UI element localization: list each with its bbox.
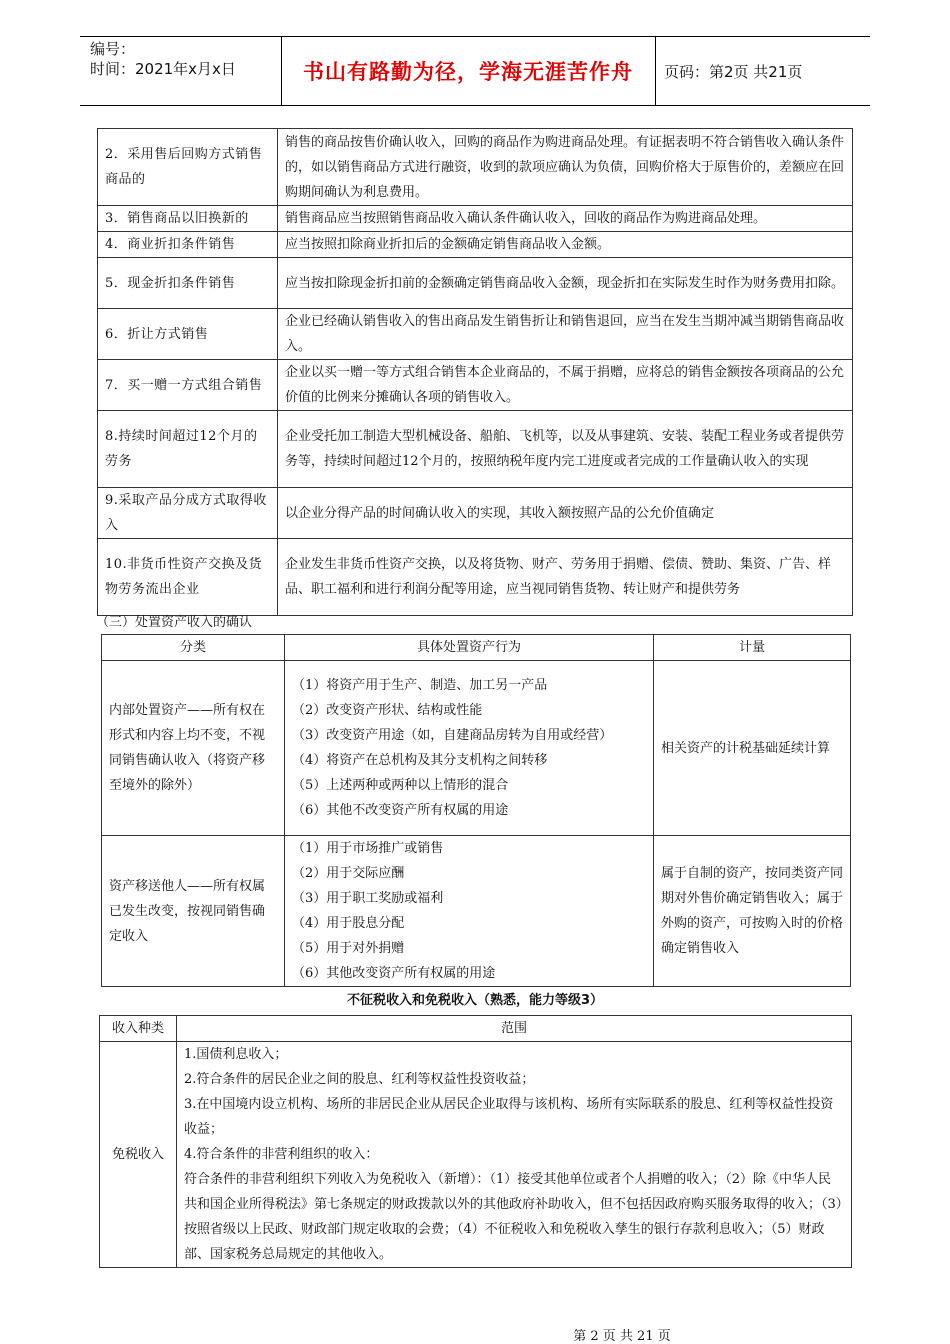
table-row — [100, 1042, 852, 1268]
actions-cell — [285, 836, 654, 987]
row-label: 6．折让方式销售 — [98, 309, 278, 360]
row-desc: 企业已经确认销售收入的售出商品发生销售折让和销售退回，应当在发生当期冲减当期销售商品收入。 — [278, 309, 853, 360]
section-title: （三）处置资产收入的确认 — [96, 615, 253, 630]
table-row — [98, 309, 853, 360]
page-indicator: 页码：第2页 共21页 — [664, 63, 803, 81]
table-row — [98, 232, 853, 258]
row-desc: 企业受托加工制造大型机械设备、船舶、飞机等，以及从事建筑、安装、装配工程业务或者提供劳务等，持续时间超过12个月的，按照纳税年度内完工进度或者完成的工作量确认收入的实现 — [278, 411, 853, 488]
row-desc: 应当按扣除现金折扣前的金额确定销售商品收入金额，现金折扣在实际发生时作为财务费用扣除。 — [278, 258, 853, 309]
row-desc: 应当按照扣除商业折扣后的金额确定销售商品收入金额。 — [278, 232, 853, 258]
scope-item: 1.国债利息收入； — [184, 1047, 288, 1062]
row-label: 8.持续时间超过12个月的劳务 — [98, 411, 278, 488]
action-item: （6）其他改变资产所有权属的用途 — [292, 966, 496, 981]
action-item: （5）用于对外捐赠 — [292, 941, 405, 956]
column-header: 具体处置资产行为 — [285, 635, 654, 661]
table-row — [98, 129, 853, 206]
action-item: （2）用于交际应酬 — [292, 866, 405, 881]
row-desc: 销售商品应当按照销售商品收入确认条件确认收入，回收的商品作为购进商品处理。 — [278, 206, 853, 232]
asset-disposal-table — [101, 634, 851, 987]
row-label: 5．现金折扣条件销售 — [98, 258, 278, 309]
row-desc: 企业发生非货币性资产交换，以及将货物、财产、劳务用于捐赠、偿债、赞助、集资、广告、样品、职工福利和进行利润分配等用途，应当视同销售货物、转让财产和提供劳务 — [278, 539, 853, 616]
row-label: 4．商业折扣条件销售 — [98, 232, 278, 258]
row-desc: 企业以买一赠一等方式组合销售本企业商品的，不属于捐赠，应将总的销售金额按各项商品的公允价值的比例来分摊确认各项的销售收入。 — [278, 360, 853, 411]
action-item: （3）用于职工奖励或福利 — [292, 891, 444, 906]
row-label: 3．销售商品以旧换新的 — [98, 206, 278, 232]
action-item: （4）将资产在总机构及其分支机构之间转移 — [292, 753, 548, 768]
sales-recognition-table — [97, 128, 853, 616]
table-header-row — [100, 1016, 852, 1042]
table-row — [98, 360, 853, 411]
row-desc: 销售的商品按售价确认收入，回购的商品作为购进商品处理。有证据表明不符合销售收入确认条件的，如以销售商品方式进行融资，收到的款项应确认为负债，回购价格大于原售价的，差额应在回购期间确认为利息费用。 — [278, 129, 853, 206]
actions-cell — [285, 661, 654, 836]
measure-cell: 相关资产的计税基础延续计算 — [654, 661, 851, 836]
row-label: 7．买一赠一方式组合销售 — [98, 360, 278, 411]
action-item: （1）将资产用于生产、制造、加工另一产品 — [292, 678, 548, 693]
measure-cell: 属于自制的资产，按同类资产同期对外售价确定销售收入；属于外购的资产，可按购入时的价格确定销售收入 — [654, 836, 851, 987]
scope-cell — [177, 1042, 852, 1268]
action-item: （1）用于市场推广或销售 — [292, 841, 444, 856]
page-footer: 第 2 页 共 21 页 — [573, 1329, 671, 1344]
action-item: （3）改变资产用途（如，自建商品房转为自用或经营） — [292, 728, 613, 743]
action-item: （2）改变资产形状、结构或性能 — [292, 703, 483, 718]
header-motto: 书山有路勤为径，学海无涯苦作舟 — [303, 60, 633, 84]
category-cell: 内部处置资产——所有权在形式和内容上均不变，不视同销售确认收入（将资产移至境外的除外） — [102, 661, 285, 836]
category-cell: 免税收入 — [100, 1042, 177, 1268]
table-row — [98, 488, 853, 539]
time-label: 时间：2021年x月x日 — [90, 60, 236, 78]
table-row — [98, 539, 853, 616]
action-item: （4）用于股息分配 — [292, 916, 405, 931]
code-label: 编号： — [90, 40, 136, 58]
scope-item: 3.在中国境内设立机构、场所的非居民企业从居民企业取得与该机构、场所有实际联系的股息、红利等权益性投资收益； — [184, 1097, 834, 1137]
table-row — [102, 836, 851, 987]
column-header: 计量 — [654, 635, 851, 661]
row-label: 2．采用售后回购方式销售商品的 — [98, 129, 278, 206]
action-item: （5）上述两种或两种以上情形的混合 — [292, 778, 509, 793]
row-desc: 以企业分得产品的时间确认收入的实现，其收入额按照产品的公允价值确定 — [278, 488, 853, 539]
column-header: 收入种类 — [100, 1016, 177, 1042]
table-row — [98, 258, 853, 309]
scope-item: 2.符合条件的居民企业之间的股息、红利等权益性投资收益； — [184, 1072, 535, 1087]
row-label: 10.非货币性资产交换及货物劳务流出企业 — [98, 539, 278, 616]
table-row — [98, 411, 853, 488]
column-header: 分类 — [102, 635, 285, 661]
row-label: 9.采取产品分成方式取得收入 — [98, 488, 278, 539]
header-divider — [655, 37, 656, 105]
tax-exempt-income-table — [99, 1015, 852, 1268]
table-row — [102, 661, 851, 836]
scope-item: 4.符合条件的非营利组织的收入： — [184, 1147, 379, 1162]
page-header — [80, 36, 870, 106]
column-header: 范围 — [177, 1016, 852, 1042]
action-item: （6）其他不改变资产所有权属的用途 — [292, 803, 509, 818]
scope-item: 符合条件的非营利组织下列收入为免税收入（新增）：（1）接受其他单位或者个人捐赠的收入；（2）除《中华人民共和国企业所得税法》第七条规定的财政拨款以外的其他政府补助收入，但不包括因政府购买服务取得的收入；（3）按照省级以上民政、财政部门规定收取的会费；（4）不征税收入和免税收入孳生的银行存款利息收入；（5）财政部、国家税务总局规定的其他收入。 — [184, 1172, 843, 1262]
table-title: 不征税收入和免税收入（熟悉，能力等级3） — [346, 993, 604, 1008]
table-header-row — [102, 635, 851, 661]
table-row — [98, 206, 853, 232]
header-meta — [90, 39, 236, 79]
category-cell: 资产移送他人——所有权属已发生改变，按视同销售确定收入 — [102, 836, 285, 987]
